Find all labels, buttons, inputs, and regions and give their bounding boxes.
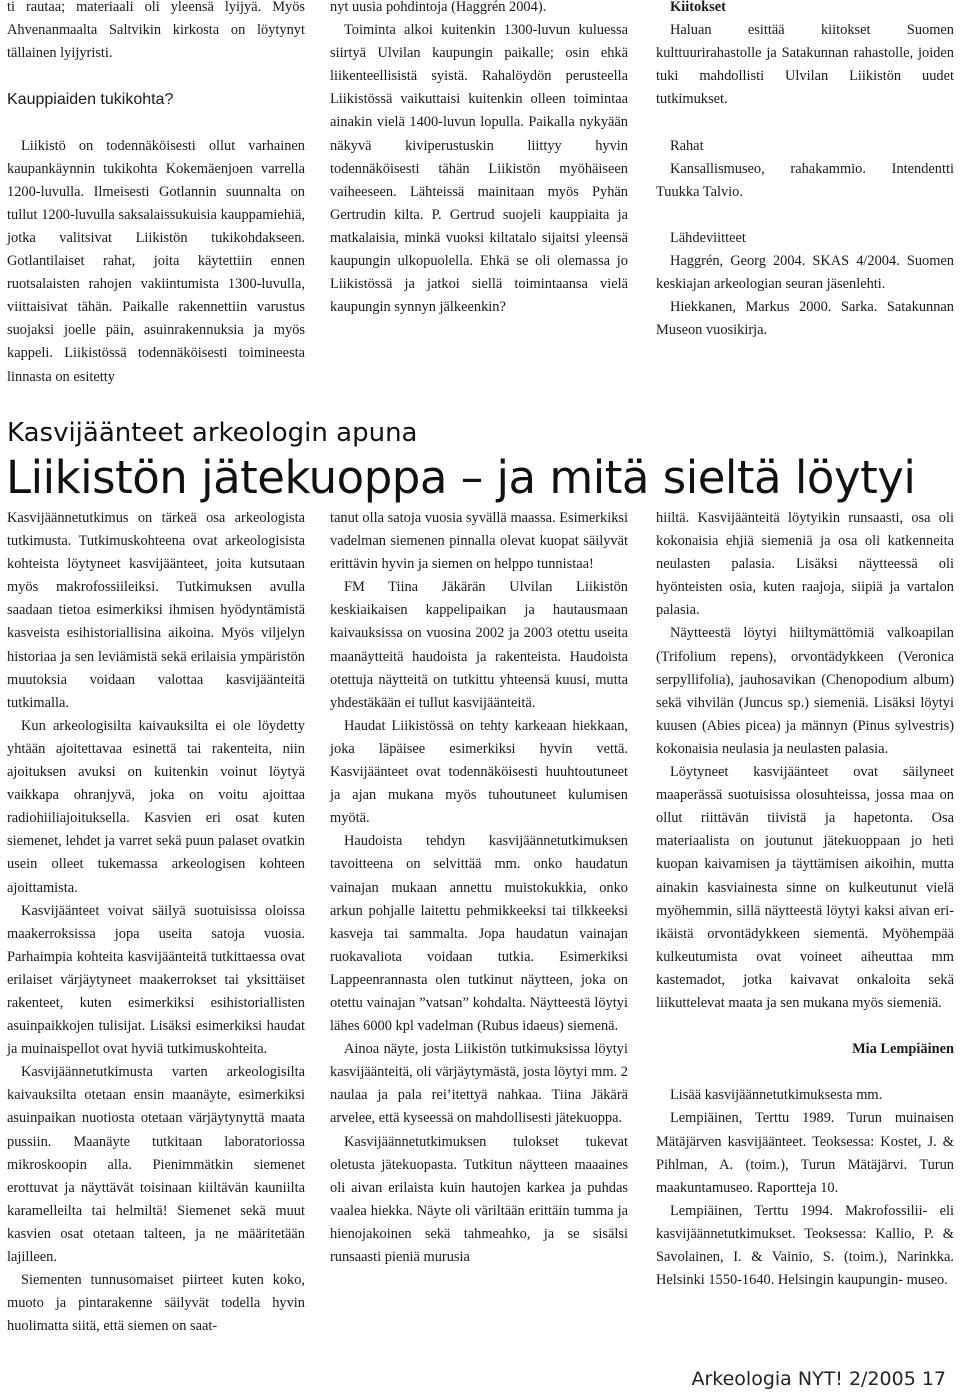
reference-item: Hiekkanen, Markus 2000. Sarka. Satakunnan Museon vuosikirja. <box>656 299 954 339</box>
top-article-column-1 <box>7 0 305 389</box>
thanks-text: Haluan esittää kiitokset Suomen kulttuurirahastolle ja Satakunnan rahastolle, joiden tuki mahdollisti Ulvilan Liikistön uudet tutkimukset. <box>656 22 954 108</box>
paragraph: Löytyneet kasvijäänteet ovat säilyneet maaperässä suotuisissa olosuhteissa, jossa maa on ollut riittävän tiivistä ja hapetonta. Osa materiaalista on joutunut jätekuoppaan jo heti kuopan kaivamisen ja täyttämisen aikoihin, mutta ainakin kasviainesta sinne on kulkeutunut vielä myöhemmin, sillä näytteestä löytyi kaksi aivan eri-ikäistä orvontädykkeen siementä. Myöhempää kulkeutumista ovat voineet aiheuttaa mm kastemadot, jotka kaivavat onkaloita sekä liikuttelevat maata ja sen mukana myös siemeniä. <box>656 764 954 1011</box>
top-article-column-2 <box>330 0 628 319</box>
further-reading-heading: Lisää kasvijäännetutkimuksesta mm. <box>670 1087 883 1104</box>
money-heading: Rahat <box>670 137 704 154</box>
paragraph: Kasvijäännetutkimus on tärkeä osa arkeologista tutkimusta. Tutkimuskohteena ovat arkeologisista kohteista löytyneet kasvijäänteet, joita kutsutaan myös makrofossiileiksi. Tutkimuksen avulla saadaan tietoa esimerkiksi ihmisen hyödyntämistä kasveista esihistoriallisina aikoina. Myös viljelyn historiaa ja sen leviämistä sekä erilaisia ympäristön muutoksia voidaan valottaa kasvijäänteitä tutkimalla. <box>7 510 305 711</box>
paragraph: Siementen tunnusomaiset piirteet kuten koko, muoto ja pintarakenne säilyvät todella hyvin huolimatta siitä, että siemen on saat- <box>7 1272 305 1335</box>
top-article-column-3 <box>656 0 954 342</box>
article-kicker: Kasvijäänteet arkeologin apuna <box>7 418 418 448</box>
paragraph: nyt uusia pohdintoja (Haggrén 2004). <box>330 0 547 15</box>
paragraph: hiiltä. Kasvijäänteitä löytyikin runsaasti, osa oli kokonaisia ehjiä siemeniä ja osa oli katkenneita neulasten palasia. Lisäksi näytteessä oli hyönteisten osia, kuten raajoja, siipiä ja vartalon palasia. <box>656 510 954 619</box>
reference-item: Lempiäinen, Terttu 1994. Makrofossilii- eli kasvijäännetutkimukset. Teoksessa: Kallio, P. & Savolainen, I. & Vainio, S. (toim.), Narinkka. Helsinki 1550-1640. Helsingin kaupungin- museo. <box>656 1202 954 1289</box>
paragraph: Kasvijäännetutkimuksen tulokset tukevat oletusta jätekuopasta. Tutkitun näytteen maaaines oli aivan erilaista kuin hautojen karkea ja puhdas vaalea hiekka. Näyte oli väriltään erittäin tumma ja hienojakoinen sekä tahmeahko, ja se sisälsi runsaasti pieniä murusia <box>330 1133 628 1265</box>
paragraph: Kasvijäänteet voivat säilyä suotuisissa oloissa maakerroksissa jopa useita satoja vuosia. Parhaimpia kohteita kasvijäänteitä tutkittaessa ovat erilaiset värjäytyneet maakerrokset tai yksittäiset rakenteet, kuten esimerkiksi esihistoriallisten asuinpaikkojen tulisijat. Lisäksi esimerkiksi haudat ja muinaispellot ovat hyviä tutkimuskohteita. <box>7 902 305 1058</box>
paragraph: FM Tiina Jäkärän Ulvilan Liikistön keskiaikaisen kappelipaikan ja hautausmaan kaivauksissa on vuosina 2002 ja 2003 otettu useita maanäytteitä haudoista ja rakenteista. Haudoista otettuja näytteitä on tutkittu yhteensä kuusi, mutta yhdestäkään ei tullut kasvijäänteitä. <box>330 579 628 711</box>
paragraph: Toiminta alkoi kuitenkin 1300-luvun kuluessa siirtyä Ulvilan kaupungin paikalle; osin ehkä liikenteellisistä syistä. Rahalöydön perusteella Liikistössä vaikuttaisi kuitenkin olleen toimintaa ainakin vielä 1400-luvun lopulla. Paikalla nykyään näkyvä kiviperustuskin liittyy hyvin todennäköisesti tähän Liikistön myöhäiseen vaiheeseen. Lähteissä mainitaan myös Pyhän Gertrudin kilta. P. Gertrud suojeli kauppiaita ja matkalaisia, minkä vuoksi kiltatalo sijaitsi yleensä kaupungin ulkopuolella. Ehkä se oli olemassa jo Liikistössä ja jatkoi siellä toimintaansa vielä kaupungin synnyn jälkeenkin? <box>330 22 628 316</box>
section-heading: Kauppiaiden tukikohta? <box>7 91 174 109</box>
reference-item: Lempiäinen, Terttu 1989. Turun muinaisen Mätäjärven kasvijäänteet. Teoksessa: Kostet, J. & Pihlman, A. (toim.), Turun Mätäjärvi. Turun maakuntamuseo. Raportteja 10. <box>656 1110 954 1196</box>
article-author: Mia Lempiäinen <box>852 1041 954 1058</box>
paragraph: Liikistö on todennäköisesti ollut varhainen kaupankäynnin tukikohta Kokemäenjoen varrella 1200-luvulla. Ilmeisesti Gotlannin suunnalta on tullut 1200-luvulla saksalaissukuisia kauppamiehiä, jotka valitsivat Liikistön tukikohdakseen. Gotlantilaiset rahat, joita käytettiin ennen ruotsalaisten rahojen vakiintumista 1300-luvulla, viittaisivat tähän. Paikalle rakennettiin varustus suojaksi joelle päin, asuinrakennuksia ja myös kappeli. Liikistössä todennäköisesti toimineesta linnasta on esitetty <box>7 137 305 385</box>
paragraph: Kasvijäännetutkimusta varten arkeologisilta kaivauksilta otetaan ensin maanäyte, esimerkiksi asuinpaikan nuotiosta otetaan värjäytynyttä maata pussiin. Maanäyte tutkitaan laboratoriossa mikroskoopin alla. Pienimmätkin siemenet erottuvat ja näyttävät toisinaan kiiltävän kauniilta karamelleilta tai helmiltä! Siemenet sekä muut kasvien osat otetaan talteen, ja ne määritetään lajilleen. <box>7 1064 305 1265</box>
paragraph: Haudoista tehdyn kasvijäännetutkimuksen tavoitteena on selvittää mm. onko haudatun vainajan mukaan annettu muistokukkia, onko arkun pohjalle laitettu pehmikkeeksi tai tilkkeeksi kasveja tai sammalta. Jopa haudatun vainajan ruokavaliota voidaan tutkia. Esimerkiksi Lappeenrannasta olen tutkinut näytteen, joka on otettu vainajan ”vatsan” kohdalta. Näytteestä löytyi lähes 6000 kpl vadelman (Rubus idaeus) siemenä. <box>330 833 628 1035</box>
paragraph: tanut olla satoja vuosia syvällä maassa. Esimerkiksi vadelman siemenen pinnalla olevat kuopat säilyvät erittävin hyvin ja siemen on helppo tunnistaa! <box>330 510 628 573</box>
reference-item: Haggrén, Georg 2004. SKAS 4/2004. Suomen keskiajan arkeologian seuran jäsenlehti. <box>656 253 954 293</box>
paragraph: Kun arkeologisilta kaivauksilta ei ole löydetty yhtään ajoitettavaa esinettä tai rakenteita, niin ajoituksen avuksi on kuitenkin voinut löytyä vaikkapa ohranjyvä, joka on voitu ajoittaa radiohiiliajoituksella. Kasvien eri osat kuten siemenet, lehdet ja varret sekä puun palaset ovatkin usein olleet tukemassa arkeologisen kohteen ajoittamista. <box>7 717 305 896</box>
paragraph: Näytteestä löytyi hiiltymättömiä valkoapilan (Trifolium repens), orvontädykkeen (Veronica serpyllifolia), jauhosavikan (Chenopodium album) sekä vihvilän (Juncus sp.) siemeniä. Lisäksi löytyi kuusen (Abies picea) ja männyn (Pinus sylvestris) kokonaisia neulasia ja neulasten palasia. <box>656 625 954 757</box>
money-text: Kansallismuseo, rahakammio. Intendentti Tuukka Talvio. <box>656 160 954 200</box>
paragraph: Ainoa näyte, josta Liikistön tutkimuksissa löytyi kasvijäänteitä, oli värjäytymästä, josta löytyi mm. 2 naulaa ja pala rei’itettyä nahkaa. Tiina Jäkärä arvelee, että kyseessä on mahdollisesti jätekuoppa. <box>330 1041 628 1127</box>
paragraph: ti rautaa; materiaali oli yleensä lyijyä. Myös Ahvenanmaalta Saltvikin kirkosta on löytynyt tällainen lyijyristi. <box>7 0 305 62</box>
article-column-3 <box>656 507 954 1292</box>
paragraph: Haudat Liikistössä on tehty karkeaan hiekkaan, joka läpäisee esimerkiksi hyvin vettä. Kasvijäänteet ovat todennäköisesti huuhtoutuneet ja ajan mukana myös tuhoutuneet kulumisen myötä. <box>330 717 628 827</box>
page-footer: Arkeologia NYT! 2/2005 17 <box>691 1368 946 1390</box>
references-heading: Lähdeviitteet <box>670 229 746 246</box>
article-title: Liikistön jätekuoppa – ja mitä sieltä löytyi <box>6 451 916 504</box>
thanks-heading: Kiitokset <box>670 0 726 15</box>
article-column-1 <box>7 507 305 1338</box>
article-column-2 <box>330 507 628 1269</box>
